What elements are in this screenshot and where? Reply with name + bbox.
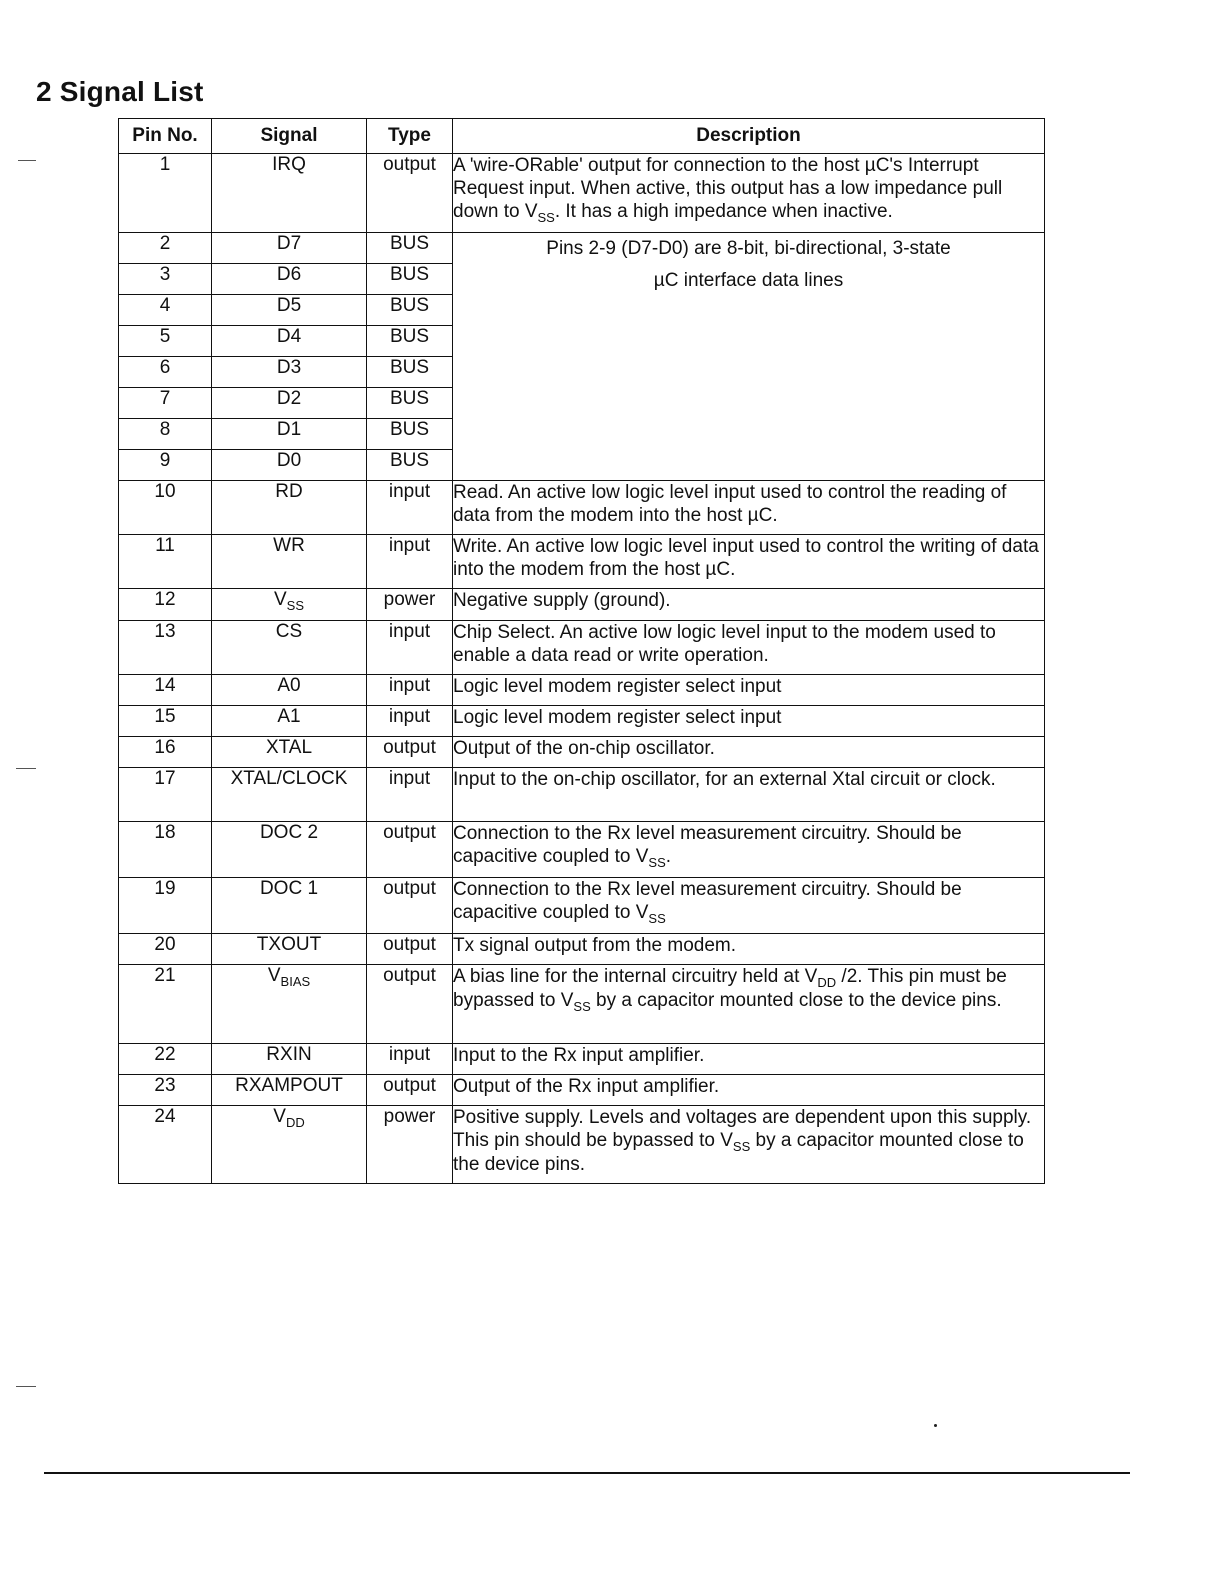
pin-number: 14 — [119, 675, 212, 706]
signal-name: $\overline{WR}$ — [212, 535, 367, 589]
pin-number: 4 — [119, 295, 212, 326]
pin-number: 12 — [119, 589, 212, 621]
table-row — [119, 1044, 1045, 1075]
stray-dot — [934, 1424, 937, 1427]
signal-type: output — [367, 1075, 453, 1106]
signal-description: Connection to the Rx level measurement circuitry. Should be capacitive coupled to $V_{SS}$ — [453, 878, 1045, 934]
signal-description: Connection to the Rx level measurement circuitry. Should be capacitive coupled to $V_{SS}$. — [453, 822, 1045, 878]
margin-mark — [16, 1386, 36, 1387]
table-row — [119, 822, 1045, 878]
table-row — [119, 481, 1045, 535]
pin-number: 15 — [119, 706, 212, 737]
pin-number: 7 — [119, 388, 212, 419]
signal-type: BUS — [367, 326, 453, 357]
bus-description-line: µC interface data lines — [653, 270, 844, 291]
signal-description: Input to the Rx input amplifier. — [453, 1044, 1045, 1075]
pin-number: 2 — [119, 233, 212, 264]
margin-mark — [18, 160, 36, 161]
table-row — [119, 1106, 1045, 1184]
pin-number: 10 — [119, 481, 212, 535]
signal-type: input — [367, 535, 453, 589]
signal-name: $V_{DD}$ — [212, 1106, 367, 1184]
signal-type: output — [367, 154, 453, 233]
signal-type: input — [367, 706, 453, 737]
pin-number: 23 — [119, 1075, 212, 1106]
table-row — [119, 589, 1045, 621]
margin-mark — [16, 768, 36, 769]
table-row — [119, 621, 1045, 675]
pin-number: 21 — [119, 965, 212, 1044]
signal-name: A1 — [212, 706, 367, 737]
signal-name: D5 — [212, 295, 367, 326]
signal-description: A 'wire-ORable' output for connection to the host µC's Interrupt Request input. When active, this output has a low impedance pull down to $V_{SS}$. It has a high impedance when inactive. — [453, 154, 1045, 233]
pin-number: 1 — [119, 154, 212, 233]
signal-type: BUS — [367, 419, 453, 450]
bus-description-line: Pins 2-9 (D7-D0) are 8-bit, bi-directional, 3-state — [546, 238, 951, 259]
header-pin: Pin No. — [119, 119, 212, 154]
signal-description: Read. An active low logic level input used to control the reading of data from the modem into the host µC. — [453, 481, 1045, 535]
signal-type: BUS — [367, 450, 453, 481]
signal-name: RXIN — [212, 1044, 367, 1075]
table-row — [119, 878, 1045, 934]
signal-type: BUS — [367, 388, 453, 419]
signal-name: $V_{SS}$ — [212, 589, 367, 621]
table-row — [119, 706, 1045, 737]
signal-type: output — [367, 934, 453, 965]
signal-description: Chip Select. An active low logic level input to the modem used to enable a data read or write operation. — [453, 621, 1045, 675]
table-row — [119, 675, 1045, 706]
pin-number: 18 — [119, 822, 212, 878]
signal-type: input — [367, 481, 453, 535]
bus-description — [453, 233, 1045, 481]
signal-type: output — [367, 737, 453, 768]
signal-type: input — [367, 675, 453, 706]
pin-number: 8 — [119, 419, 212, 450]
signal-type: power — [367, 589, 453, 621]
signal-name: $V_{BIAS}$ — [212, 965, 367, 1044]
signal-description: Positive supply. Levels and voltages are dependent upon this supply. This pin should be bypassed to $V_{SS}$ by a capacitor mounted close to the device pins. — [453, 1106, 1045, 1184]
signal-type: output — [367, 878, 453, 934]
signal-name: D2 — [212, 388, 367, 419]
signal-table — [118, 118, 1045, 1184]
signal-name: D6 — [212, 264, 367, 295]
signal-name: XTAL/CLOCK — [212, 768, 367, 822]
signal-name: $\overline{RD}$ — [212, 481, 367, 535]
signal-description: Output of the on-chip oscillator. — [453, 737, 1045, 768]
table-row — [119, 154, 1045, 233]
signal-name: A0 — [212, 675, 367, 706]
signal-name: $\overline{CS}$ — [212, 621, 367, 675]
signal-name: DOC 2 — [212, 822, 367, 878]
signal-description: Write. An active low logic level input used to control the writing of data into the modem from the host µC. — [453, 535, 1045, 589]
table-row — [119, 737, 1045, 768]
signal-name: $\overline{IRQ}$ — [212, 154, 367, 233]
pin-number: 11 — [119, 535, 212, 589]
page-title: 2 Signal List — [36, 76, 204, 107]
pin-number: 6 — [119, 357, 212, 388]
pin-number: 3 — [119, 264, 212, 295]
signal-name: D4 — [212, 326, 367, 357]
signal-description: Output of the Rx input amplifier. — [453, 1075, 1045, 1106]
header-type: Type — [367, 119, 453, 154]
signal-description: A bias line for the internal circuitry held at $V_{DD}$ /2. This pin must be bypassed to $V_{SS}$ by a capacitor mounted close to the device pins. — [453, 965, 1045, 1044]
pin-number: 20 — [119, 934, 212, 965]
signal-type: output — [367, 822, 453, 878]
pin-number: 5 — [119, 326, 212, 357]
signal-description: Negative supply (ground). — [453, 589, 1045, 621]
signal-type: output — [367, 965, 453, 1044]
table-row — [119, 1075, 1045, 1106]
pin-number: 13 — [119, 621, 212, 675]
signal-name: TXOUT — [212, 934, 367, 965]
table-header-row — [119, 119, 1045, 154]
table-row — [119, 535, 1045, 589]
signal-type: power — [367, 1106, 453, 1184]
signal-type: input — [367, 621, 453, 675]
table-row — [119, 233, 1045, 264]
signal-type: BUS — [367, 295, 453, 326]
signal-description: Logic level modem register select input — [453, 675, 1045, 706]
pin-number: 24 — [119, 1106, 212, 1184]
signal-type: BUS — [367, 233, 453, 264]
signal-name: D7 — [212, 233, 367, 264]
signal-name: D0 — [212, 450, 367, 481]
signal-name: D1 — [212, 419, 367, 450]
signal-description: Tx signal output from the modem. — [453, 934, 1045, 965]
signal-name: D3 — [212, 357, 367, 388]
signal-name: XTAL — [212, 737, 367, 768]
pin-number: 9 — [119, 450, 212, 481]
table-row — [119, 934, 1045, 965]
signal-description: Input to the on-chip oscillator, for an external Xtal circuit or clock. — [453, 768, 1045, 822]
signal-type: input — [367, 1044, 453, 1075]
pin-number: 22 — [119, 1044, 212, 1075]
table-body — [119, 154, 1045, 1184]
table-row — [119, 965, 1045, 1044]
pin-number: 16 — [119, 737, 212, 768]
pin-number: 19 — [119, 878, 212, 934]
pin-number: 17 — [119, 768, 212, 822]
signal-type: BUS — [367, 264, 453, 295]
signal-name: DOC 1 — [212, 878, 367, 934]
footer-rule — [44, 1472, 1130, 1474]
header-description: Description — [453, 119, 1045, 154]
table-row — [119, 768, 1045, 822]
signal-type: BUS — [367, 357, 453, 388]
signal-description: Logic level modem register select input — [453, 706, 1045, 737]
signal-type: input — [367, 768, 453, 822]
header-signal: Signal — [212, 119, 367, 154]
signal-name: RXAMPOUT — [212, 1075, 367, 1106]
